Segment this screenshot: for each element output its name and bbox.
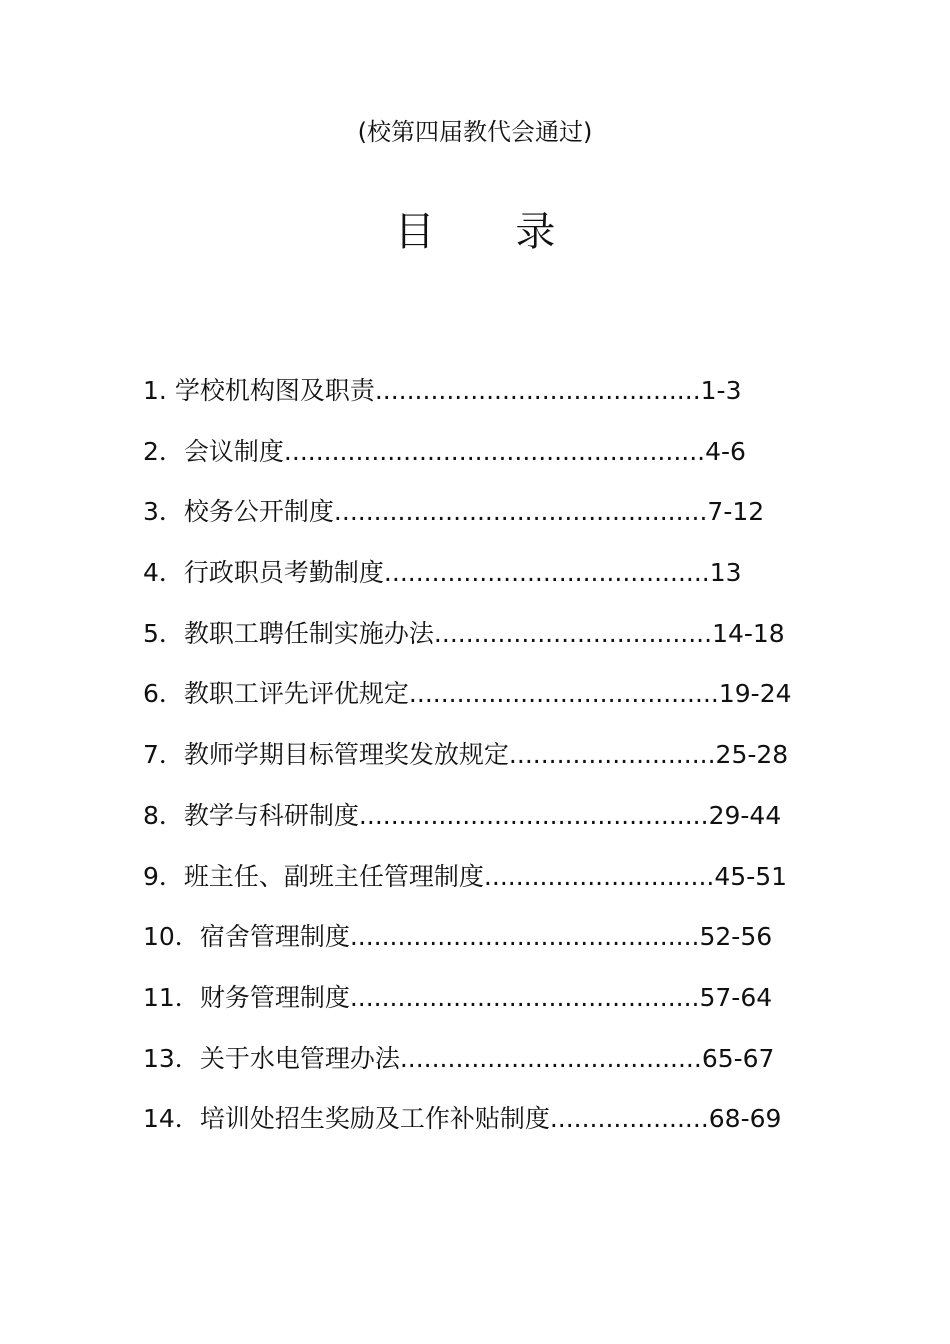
toc-entry-number: 2． (143, 436, 184, 466)
toc-entry-title: 关于水电管理办法 (199, 1043, 400, 1073)
toc-entry-pages: 13 (709, 558, 742, 588)
toc-entry-pages: 68-69 (708, 1104, 782, 1134)
toc-entry-leader: ................................... (433, 618, 713, 648)
toc-entry-2 (143, 432, 792, 493)
toc-entry-number: 8． (143, 800, 184, 830)
toc-entry-pages: 52-56 (699, 922, 773, 952)
toc-entry-10 (143, 917, 792, 978)
toc-entry-leader: .................... (549, 1104, 709, 1134)
toc-entry-pages: 4-6 (705, 436, 746, 466)
toc-entry-pages: 29-44 (708, 800, 782, 830)
toc-entry-pages: 57-64 (699, 982, 773, 1012)
toc-entry-title: 班主任、副班主任管理制度 (183, 861, 484, 891)
toc-entry-number: 5． (143, 618, 184, 648)
toc-entry-pages: 7-12 (707, 497, 765, 527)
toc-entry-leader: ..................................................... (283, 436, 706, 466)
toc-entry-title: 校务公开制度 (183, 497, 334, 527)
toc-entry-13 (143, 1039, 792, 1100)
toc-entry-pages: 1-3 (700, 376, 742, 405)
toc-entry-number: 4． (143, 558, 184, 588)
toc-entry-pages: 25-28 (715, 740, 789, 770)
toc-entry-11 (143, 978, 792, 1039)
toc-entry-3 (143, 492, 792, 553)
toc-entry-pages: 19-24 (718, 679, 792, 709)
toc-entry-number: 14． (143, 1104, 200, 1134)
toc-entry-leader: ......................................... (374, 376, 701, 405)
toc-entry-title: 财务管理制度 (199, 982, 350, 1012)
table-of-contents (143, 371, 792, 1160)
toc-entry-6 (143, 674, 792, 735)
toc-entry-title: 宿舍管理制度 (199, 922, 350, 952)
toc-entry-8 (143, 796, 792, 857)
toc-entry-5 (143, 614, 792, 675)
toc-entry-number: 3． (143, 497, 184, 527)
toc-entry-leader: ............................. (483, 861, 715, 891)
toc-entry-pages: 45-51 (714, 861, 788, 891)
toc-entry-title: 教职工聘任制实施办法 (183, 618, 434, 648)
toc-entry-title: 教师学期目标管理奖发放规定 (183, 740, 509, 770)
toc-entry-9 (143, 857, 792, 918)
toc-entry-number: 7． (143, 740, 184, 770)
toc-entry-leader: .......................... (508, 740, 716, 770)
toc-entry-title: 行政职员考勤制度 (183, 558, 384, 588)
toc-entry-leader: ............................................... (333, 497, 708, 527)
toc-entry-pages: 65-67 (701, 1043, 775, 1073)
toc-entry-14 (143, 1099, 792, 1160)
toc-entry-number: 11． (143, 982, 200, 1012)
toc-entry-leader: ...................................... (399, 1043, 702, 1073)
toc-entry-leader: ............................................ (358, 800, 709, 830)
document-title: 目 录 (394, 209, 590, 255)
toc-entry-title: 会议制度 (183, 436, 284, 466)
toc-entry-title: 培训处招生奖励及工作补贴制度 (199, 1104, 550, 1134)
toc-entry-leader: ............................................ (349, 982, 700, 1012)
toc-entry-pages: 14-18 (712, 618, 785, 648)
toc-entry-number: 10． (143, 922, 200, 952)
toc-entry-4 (143, 553, 792, 614)
toc-entry-title: 教学与科研制度 (183, 800, 359, 830)
toc-entry-7 (143, 735, 792, 796)
toc-entry-title: 教职工评先评优规定 (183, 679, 409, 709)
document-subtitle: (校第四届教代会通过) (357, 118, 593, 146)
toc-entry-1 (143, 371, 792, 432)
toc-entry-number: 9． (143, 861, 184, 891)
toc-entry-leader: ............................................ (349, 922, 700, 952)
toc-entry-number: 1. (143, 376, 167, 405)
toc-entry-leader: ....................................... (408, 679, 719, 709)
toc-entry-number: 6． (143, 679, 184, 709)
toc-entry-leader: ......................................... (383, 558, 710, 588)
toc-entry-title: 学校机构图及职责 (174, 376, 375, 405)
toc-entry-number: 13． (143, 1043, 200, 1073)
